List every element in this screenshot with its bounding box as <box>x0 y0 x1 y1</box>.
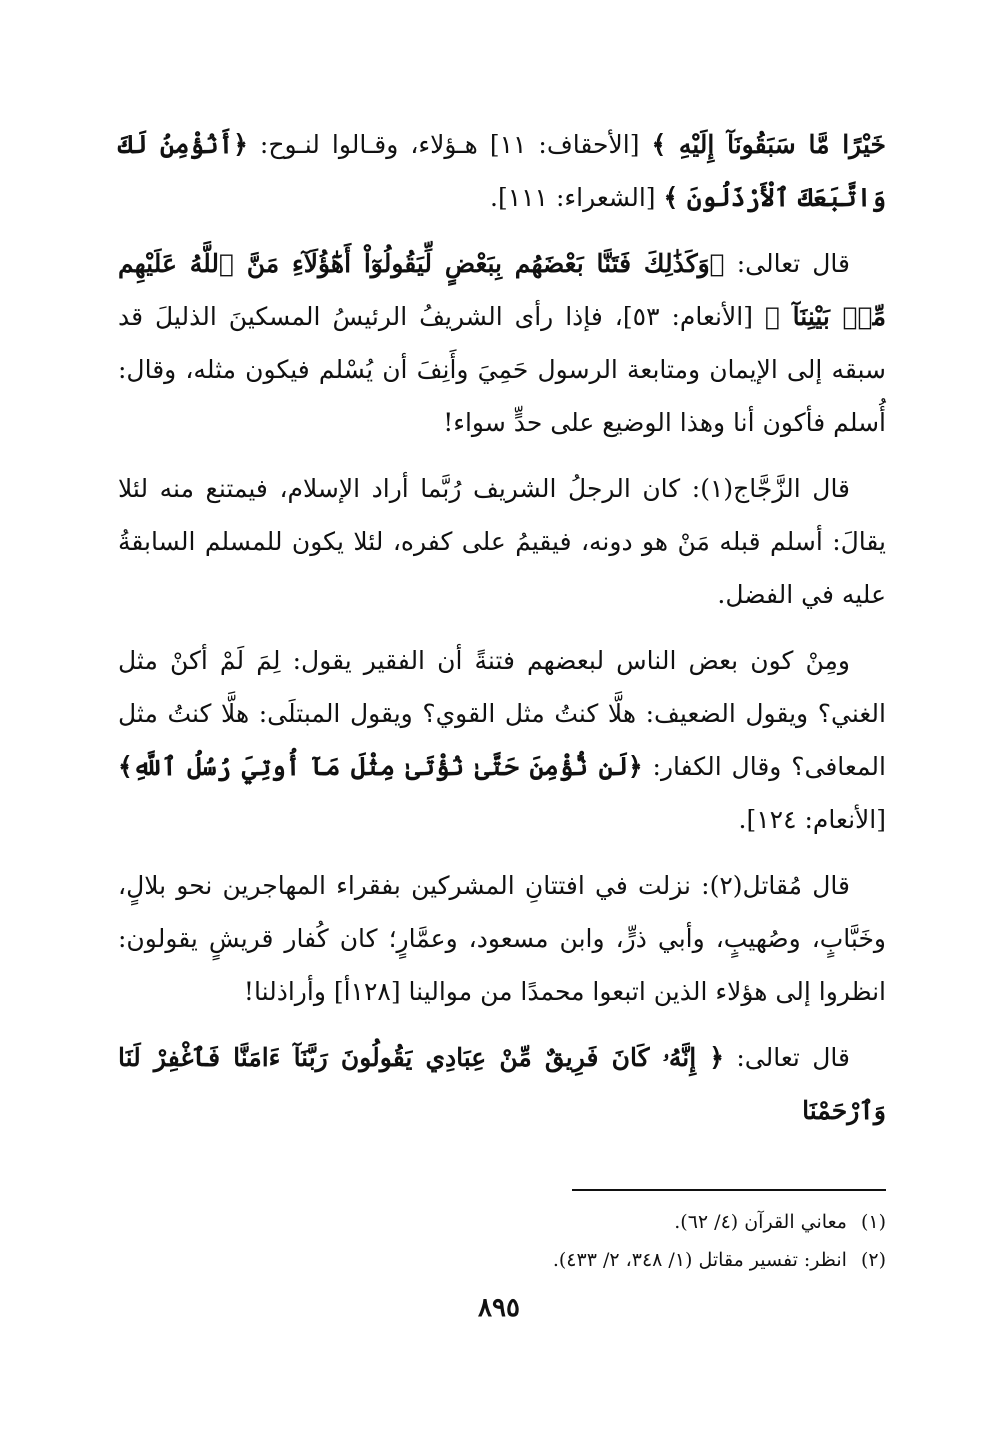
footnote-text: معاني القرآن (٤/ ٦٢). <box>674 1211 847 1233</box>
paragraph-2 <box>118 237 886 449</box>
paragraph-text: [الشعراء: ١١١]. <box>490 183 664 212</box>
paragraph-text: قال تعالى: <box>723 1043 850 1072</box>
quran-verse: ﴿أَنُؤْمِنُ لَكَ وَاتَّبَعَكَ ٱلْأَرْذَلُونَ ﴾ <box>118 130 886 212</box>
paragraph-text: [الأنعام: ٥٣]، فإذا رأى الشريفُ الرئيسُ المسكينَ الذليلَ قد سبقه إلى الإيمان ومتابعة الرسول حَمِيَ وأَنِفَ أن يُسْلم فيكون مثله، وقال: أُسلم فأكون أنا وهذا الوضيع على حدٍّ سواء! <box>118 302 886 437</box>
footnote-text: انظر: تفسير مقاتل (١/ ٣٤٨، ٢/ ٤٣٣). <box>552 1249 847 1271</box>
paragraph-text: قال تعالى: <box>724 249 850 278</box>
paragraph-1 <box>118 118 886 224</box>
footnote-2 <box>118 1241 886 1279</box>
footnotes <box>118 1203 886 1279</box>
paragraph-6 <box>118 1031 886 1137</box>
quran-verse: خَيْرًا مَّا سَبَقُونَآ إِلَيْهِ ﴾ <box>651 130 886 159</box>
paragraph-text: [الأنعام: ١٢٤]. <box>738 805 886 834</box>
main-text <box>118 118 886 1150</box>
paragraph-3 <box>118 462 886 621</box>
footnote-number: (٢) <box>860 1249 886 1271</box>
footnote-separator <box>572 1189 886 1191</box>
quran-verse: ﴿وَكَذَٰلِكَ فَتَنَّا بَعْضَهُم بِبَعْضٍ لِّيَقُولُوٓاْ أَهَٰٓؤُلَآءِ مَنَّ ٱللَّهُ عَلَيْهِم مِّنۢ بَيْنِنَآ ﴾ <box>118 249 886 331</box>
quran-verse: ﴿لَن نُّؤْمِنَ حَتَّىٰ نُؤْتَىٰ مِثْلَ مَآ أُوتِيَ رُسُلُ ٱللَّهِ﴾ <box>118 752 643 781</box>
paragraph-text: [الأحقاف: ١١] هـؤلاء، وقـالوا لنـوح: <box>247 130 652 159</box>
footnote-number: (١) <box>860 1211 886 1233</box>
paragraph-text: قال الزَّجَّاج(١): كان الرجلُ الشريف رُبَّما أراد الإسلام، فيمتنع منه لئلا يقالَ: أسلم قبله مَنْ هو دونه، فيقيمُ على كفره، لئلا يكون للمسلم السابقةُ عليه في الفضل. <box>118 474 886 609</box>
paragraph-text: ومِنْ كون بعض الناس لبعضهم فتنةً أن الفقير يقول: لِمَ لَمْ أكنْ مثل الغني؟ ويقول الضعيف: هلَّا كنتُ مثل القوي؟ ويقول المبتلَى: هلَّا كنتُ مثل المعافى؟ وقال الكفار: <box>118 646 886 781</box>
footnote-1 <box>118 1203 886 1241</box>
page-number: ٨٩٥ <box>478 1293 520 1323</box>
quran-verse: ﴿ إِنَّهُۥ كَانَ فَرِيقٌ مِّنْ عِبَادِي يَقُولُونَ رَبَّنَآ ءَامَنَّا فَٱغْفِرْ لَنَا وَٱرْحَمْنَا <box>118 1043 886 1125</box>
paragraph-text: قال مُقاتل(٢): نزلت في افتتانِ المشركين بفقراء المهاجرين نحو بلالٍ، وخَبَّابٍ، وصُهيبٍ، وأبي ذرٍّ، وابن مسعود، وعمَّارٍ؛ كان كُفار قريشٍ يقولون: انظروا إلى هؤلاء الذين اتبعوا محمدًا من موالينا [١٢٨أ] وأراذلنا! <box>118 871 886 1006</box>
paragraph-5 <box>118 859 886 1018</box>
paragraph-4 <box>118 634 886 846</box>
